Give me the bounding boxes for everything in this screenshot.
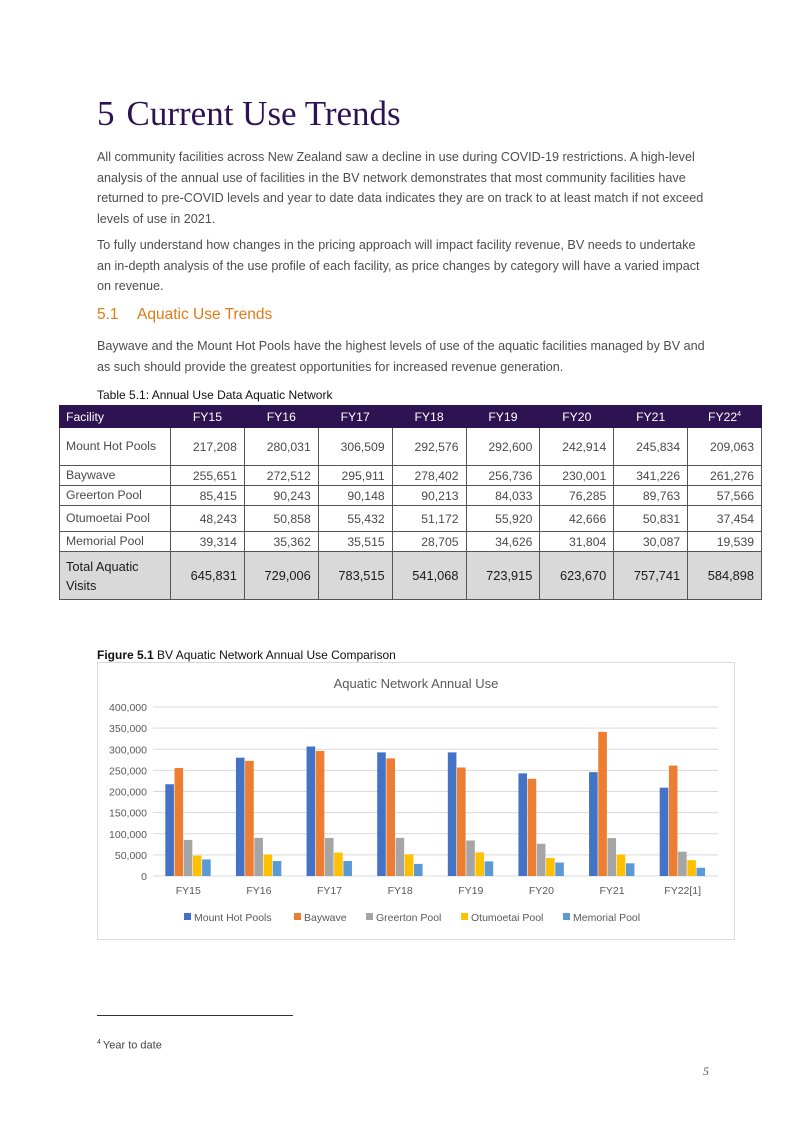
bar (264, 855, 273, 876)
y-tick-label: 100,000 (109, 828, 147, 841)
header-fy20: FY20 (540, 406, 614, 428)
subsection-number: 5.1 (97, 306, 119, 323)
bar (273, 861, 282, 876)
value-cell: 280,031 (244, 428, 318, 466)
value-cell: 90,213 (392, 486, 466, 506)
value-cell: 28,705 (392, 532, 466, 552)
section-number: 5 (97, 94, 115, 133)
bar (236, 758, 245, 876)
legend-swatch (294, 913, 301, 920)
bar (475, 852, 484, 876)
facility-name-cell: Memorial Pool (60, 532, 171, 552)
legend-label: Greerton Pool (376, 912, 442, 924)
section-heading (97, 94, 401, 134)
bar (184, 840, 193, 876)
bar (607, 838, 616, 876)
y-tick-label: 200,000 (109, 786, 147, 799)
header-fy18: FY18 (392, 406, 466, 428)
facility-name-cell: Baywave (60, 466, 171, 486)
table-row (60, 466, 762, 486)
value-cell: 57,566 (688, 486, 762, 506)
x-tick-label: FY22[1] (664, 885, 702, 897)
bar (396, 838, 405, 876)
value-cell: 90,148 (318, 486, 392, 506)
chart-frame (97, 662, 735, 940)
value-cell: 292,576 (392, 428, 466, 466)
bar (537, 844, 546, 876)
annual-use-table (59, 405, 762, 600)
value-cell: 35,362 (244, 532, 318, 552)
legend-label: Memorial Pool (573, 912, 641, 924)
header-fy22 (688, 406, 762, 428)
bar (546, 858, 555, 876)
bar (518, 773, 527, 876)
table-header-row (60, 406, 762, 428)
figure-caption (97, 648, 396, 662)
bar (377, 752, 386, 876)
aquatic-use-chart (98, 663, 734, 939)
x-tick-label: FY15 (175, 885, 201, 897)
total-value-cell: 584,898 (688, 552, 762, 600)
bar (696, 868, 705, 876)
bar (448, 752, 457, 876)
total-value-cell: 623,670 (540, 552, 614, 600)
value-cell: 341,226 (614, 466, 688, 486)
value-cell: 209,063 (688, 428, 762, 466)
table-row (60, 532, 762, 552)
footnote-rule (97, 1015, 293, 1016)
footnote-text: Year to date (102, 1039, 162, 1052)
value-cell: 245,834 (614, 428, 688, 466)
total-value-cell: 783,515 (318, 552, 392, 600)
value-cell: 85,415 (171, 486, 245, 506)
bar (678, 852, 687, 876)
bar (528, 779, 537, 876)
value-cell: 31,804 (540, 532, 614, 552)
bar (457, 768, 466, 876)
total-value-cell: 541,068 (392, 552, 466, 600)
value-cell: 42,666 (540, 506, 614, 532)
x-tick-label: FY17 (317, 885, 343, 897)
legend-swatch (461, 913, 468, 920)
page-number: 5 (703, 1064, 709, 1078)
header-fy22-label: FY22 (708, 409, 738, 424)
value-cell: 255,651 (171, 466, 245, 486)
table-row (60, 506, 762, 532)
bar (598, 732, 607, 876)
subsection-title: Aquatic Use Trends (137, 306, 273, 323)
header-fy15: FY15 (171, 406, 245, 428)
header-footnote-marker: 4 (737, 410, 742, 418)
legend-label: Mount Hot Pools (194, 912, 272, 924)
bar (485, 861, 494, 876)
bar (466, 840, 475, 876)
value-cell: 37,454 (688, 506, 762, 532)
value-cell: 292,600 (466, 428, 540, 466)
value-cell: 89,763 (614, 486, 688, 506)
table-row (60, 428, 762, 466)
table-body (60, 428, 762, 600)
total-value-cell: 729,006 (244, 552, 318, 600)
bar (617, 855, 626, 876)
value-cell: 55,920 (466, 506, 540, 532)
table-caption: Table 5.1: Annual Use Data Aquatic Network (97, 388, 333, 402)
x-tick-label: FY20 (528, 885, 554, 897)
value-cell: 19,539 (688, 532, 762, 552)
bar (202, 859, 211, 876)
legend-swatch (184, 913, 191, 920)
value-cell: 55,432 (318, 506, 392, 532)
header-facility: Facility (60, 406, 171, 428)
subsection-paragraph: Baywave and the Mount Hot Pools have the highest levels of use of the aquatic facilities managed by BV and as such should provide the greatest opportunities for increased revenue generation. (97, 339, 705, 374)
header-fy21: FY21 (614, 406, 688, 428)
table-total-row (60, 552, 762, 600)
y-tick-label: 0 (141, 871, 147, 883)
subsection-heading (97, 306, 272, 324)
value-cell: 217,208 (171, 428, 245, 466)
bar (165, 784, 174, 876)
table-row (60, 486, 762, 506)
section-title: Current Use Trends (126, 94, 401, 133)
legend-swatch (563, 913, 570, 920)
bar (386, 758, 395, 876)
legend-label: Otumoetai Pool (471, 912, 544, 924)
value-cell: 90,243 (244, 486, 318, 506)
bar (405, 854, 414, 876)
value-cell: 261,276 (688, 466, 762, 486)
value-cell: 242,914 (540, 428, 614, 466)
intro-paragraph-2: To fully understand how changes in the pricing approach will impact facility revenue, BV needs to undertake an in-depth analysis of the use profile of each facility, as price changes by category will have a varied impact on revenue. (97, 238, 700, 293)
total-value-cell: 723,915 (466, 552, 540, 600)
legend-swatch (366, 913, 373, 920)
bar (245, 761, 254, 876)
value-cell: 272,512 (244, 466, 318, 486)
bar (414, 864, 423, 876)
value-cell: 76,285 (540, 486, 614, 506)
value-cell: 50,831 (614, 506, 688, 532)
bar (175, 768, 184, 876)
x-tick-label: FY16 (246, 885, 272, 897)
value-cell: 84,033 (466, 486, 540, 506)
bar (555, 863, 564, 876)
chart-title: Aquatic Network Annual Use (333, 676, 499, 691)
bar (316, 751, 325, 876)
header-fy16: FY16 (244, 406, 318, 428)
bar (687, 860, 696, 876)
facility-name-cell: Mount Hot Pools (60, 428, 171, 466)
value-cell: 50,858 (244, 506, 318, 532)
x-tick-label: FY21 (599, 885, 625, 897)
value-cell: 256,736 (466, 466, 540, 486)
value-cell: 48,243 (171, 506, 245, 532)
facility-name-cell: Otumoetai Pool (60, 506, 171, 532)
value-cell: 34,626 (466, 532, 540, 552)
bar (589, 772, 598, 876)
y-tick-label: 50,000 (114, 849, 147, 862)
value-cell: 35,515 (318, 532, 392, 552)
total-value-cell: 757,741 (614, 552, 688, 600)
figure-caption-text: BV Aquatic Network Annual Use Comparison (157, 648, 396, 662)
bar (193, 856, 202, 876)
total-value-cell: 645,831 (171, 552, 245, 600)
y-tick-label: 150,000 (109, 807, 147, 820)
figure-label: Figure 5.1 (97, 648, 154, 662)
bar (325, 838, 334, 876)
header-fy19: FY19 (466, 406, 540, 428)
footnote-marker: 4 (97, 1039, 101, 1046)
y-tick-label: 400,000 (109, 702, 147, 714)
value-cell: 306,509 (318, 428, 392, 466)
value-cell: 51,172 (392, 506, 466, 532)
total-label-cell: Total Aquatic Visits (60, 552, 171, 600)
y-tick-label: 300,000 (109, 744, 147, 757)
bar (669, 766, 678, 876)
bar (254, 838, 263, 876)
value-cell: 39,314 (171, 532, 245, 552)
facility-name-cell: Greerton Pool (60, 486, 171, 506)
intro-paragraph-1: All community facilities across New Zealand saw a decline in use during COVID-19 restrictions. A high-level analysis of the annual use of facilities in the BV network demonstrates that most community facilities have returned to pre-COVID levels and year to date data indicates they are on track to at least match if not exceed levels of use in 2021. (97, 150, 704, 226)
bar (343, 861, 352, 876)
value-cell: 30,087 (614, 532, 688, 552)
value-cell: 295,911 (318, 466, 392, 486)
value-cell: 278,402 (392, 466, 466, 486)
bar (334, 853, 343, 876)
x-tick-label: FY19 (458, 885, 484, 897)
header-fy17: FY17 (318, 406, 392, 428)
legend-label: Baywave (304, 912, 347, 924)
x-tick-label: FY18 (387, 885, 413, 897)
y-tick-label: 250,000 (109, 765, 147, 778)
y-tick-label: 350,000 (109, 723, 147, 736)
bar (307, 746, 316, 876)
bar (660, 788, 669, 876)
bar (626, 863, 635, 876)
value-cell: 230,001 (540, 466, 614, 486)
footnote (97, 1039, 162, 1052)
